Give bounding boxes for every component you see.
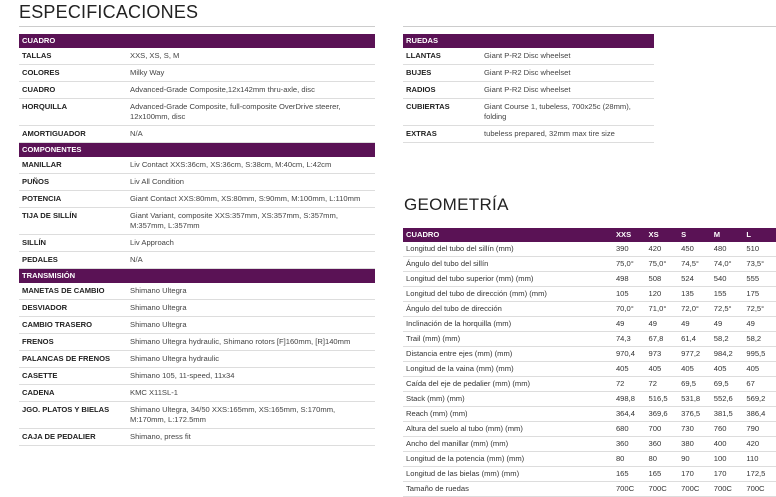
spec-row (403, 48, 654, 65)
geometry-row (403, 377, 776, 392)
spec-value: Advanced-Grade Composite, full-composite OverDrive steerer, 12x100mm, disc (127, 99, 375, 126)
spec-value: Shimano 105, 11-speed, 11x34 (127, 368, 375, 385)
geometry-value: 555 (743, 272, 776, 287)
geometry-value: 730 (678, 422, 711, 437)
geometry-header-row (403, 228, 776, 242)
geometry-value: 700C (711, 482, 744, 497)
geometry-value: 977,2 (678, 347, 711, 362)
geometry-value: 75,0° (646, 257, 679, 272)
spec-value: Giant Variant, composite XXS:357mm, XS:357mm, S:357mm, M:357mm, L:357mm (127, 208, 375, 235)
geometry-label: Inclinación de la horquilla (mm) (403, 317, 613, 332)
geometry-row (403, 317, 776, 332)
spec-label: AMORTIGUADOR (19, 126, 127, 143)
wheels-table (403, 34, 654, 143)
spec-value: Liv Approach (127, 235, 375, 252)
geometry-value: 49 (613, 317, 646, 332)
page-title: ESPECIFICACIONES (19, 2, 199, 22)
geometry-row (403, 347, 776, 362)
geometry-label: Stack (mm) (mm) (403, 392, 613, 407)
geometry-value: 170 (678, 467, 711, 482)
section-heading: RUEDAS (403, 34, 654, 48)
spec-row (19, 174, 375, 191)
geometry-label: Longitud del tubo superior (mm) (mm) (403, 272, 613, 287)
spec-row (19, 82, 375, 99)
section-heading: CUADRO (19, 34, 375, 48)
geometry-row (403, 362, 776, 377)
geometry-value: 700C (743, 482, 776, 497)
geometry-value: 680 (613, 422, 646, 437)
spec-label: CADENA (19, 385, 127, 402)
geometry-row (403, 242, 776, 257)
spec-row (19, 300, 375, 317)
geometry-value: 70,0° (613, 302, 646, 317)
spec-value: Shimano, press fit (127, 429, 375, 446)
geometry-value: 72,5° (711, 302, 744, 317)
spec-value: N/A (127, 126, 375, 143)
geometry-value: 71,0° (646, 302, 679, 317)
geometry-value: 360 (646, 437, 679, 452)
geometry-value: 531,8 (678, 392, 711, 407)
spec-row (19, 99, 375, 126)
geometry-value: 80 (613, 452, 646, 467)
spec-row (19, 283, 375, 300)
geometry-row (403, 302, 776, 317)
geometry-table (403, 228, 776, 497)
geometry-value: 67,8 (646, 332, 679, 347)
spec-value: Shimano Ultegra (127, 300, 375, 317)
geometry-label: Altura del suelo al tubo (mm) (mm) (403, 422, 613, 437)
spec-value: Giant P-R2 Disc wheelset (481, 48, 654, 65)
section-heading: CUADRO (403, 228, 613, 242)
top-divider (403, 26, 776, 27)
geometry-row (403, 407, 776, 422)
spec-label: BUJES (403, 65, 481, 82)
geometry-label: Longitud de la potencia (mm) (mm) (403, 452, 613, 467)
geometry-value: 120 (646, 287, 679, 302)
spec-label: TIJA DE SILLÍN (19, 208, 127, 235)
geometry-value: 67 (743, 377, 776, 392)
spec-label: CUADRO (19, 82, 127, 99)
geometry-value: 155 (711, 287, 744, 302)
spec-row (19, 351, 375, 368)
spec-label: CUBIERTAS (403, 99, 481, 126)
geometry-value: 450 (678, 242, 711, 257)
spec-label: MANILLAR (19, 157, 127, 174)
spec-row (403, 99, 654, 126)
spec-label: SILLÍN (19, 235, 127, 252)
geometry-value: 69,5 (711, 377, 744, 392)
spec-value: tubeless prepared, 32mm max tire size (481, 126, 654, 143)
geometry-value: 405 (613, 362, 646, 377)
spec-label: CASETTE (19, 368, 127, 385)
spec-label: RADIOS (403, 82, 481, 99)
geometry-label: Longitud del tubo de dirección (mm) (mm) (403, 287, 613, 302)
section-heading: COMPONENTES (19, 143, 375, 158)
geometry-value: 540 (711, 272, 744, 287)
geometry-value: 405 (743, 362, 776, 377)
spec-value: Giant P-R2 Disc wheelset (481, 65, 654, 82)
geometry-label: Ángulo del tubo de dirección (403, 302, 613, 317)
geometry-value: 80 (646, 452, 679, 467)
geometry-label: Tamaño de ruedas (403, 482, 613, 497)
geometry-label: Distancia entre ejes (mm) (mm) (403, 347, 613, 362)
geometry-value: 165 (646, 467, 679, 482)
geometry-value: 420 (743, 437, 776, 452)
geometry-label: Trail (mm) (mm) (403, 332, 613, 347)
geometry-value: 170 (711, 467, 744, 482)
geometry-value: 381,5 (711, 407, 744, 422)
spec-row (19, 65, 375, 82)
geometry-value: 995,5 (743, 347, 776, 362)
spec-row (19, 402, 375, 429)
size-header: XXS (613, 228, 646, 242)
geometry-value: 90 (678, 452, 711, 467)
geometry-value: 364,4 (613, 407, 646, 422)
geometry-value: 58,2 (743, 332, 776, 347)
geometry-value: 72 (646, 377, 679, 392)
geometry-value: 172,5 (743, 467, 776, 482)
geometry-row (403, 437, 776, 452)
geometry-value: 498,8 (613, 392, 646, 407)
geometry-row (403, 467, 776, 482)
geometry-row (403, 452, 776, 467)
geometry-value: 760 (711, 422, 744, 437)
spec-label: POTENCIA (19, 191, 127, 208)
spec-label: FRENOS (19, 334, 127, 351)
spec-value: XXS, XS, S, M (127, 48, 375, 65)
spec-label: COLORES (19, 65, 127, 82)
spec-value: Giant Contact XXS:80mm, XS:80mm, S:90mm, M:100mm, L:110mm (127, 191, 375, 208)
spec-value: KMC X11SL-1 (127, 385, 375, 402)
geometry-value: 480 (711, 242, 744, 257)
geometry-value: 700C (613, 482, 646, 497)
spec-row (19, 208, 375, 235)
spec-label: HORQUILLA (19, 99, 127, 126)
section-heading: TRANSMISIÓN (19, 269, 375, 284)
section-header (403, 34, 654, 48)
geometry-label: Longitud de las bielas (mm) (mm) (403, 467, 613, 482)
geometry-value: 420 (646, 242, 679, 257)
geometry-value: 498 (613, 272, 646, 287)
geometry-value: 49 (646, 317, 679, 332)
geometry-value: 400 (711, 437, 744, 452)
geometry-value: 74,0° (711, 257, 744, 272)
section-header (19, 34, 375, 48)
spec-label: JGO. PLATOS Y BIELAS (19, 402, 127, 429)
geometry-value: 510 (743, 242, 776, 257)
geometry-label: Ancho del manillar (mm) (mm) (403, 437, 613, 452)
spec-row (19, 48, 375, 65)
geometry-value: 61,4 (678, 332, 711, 347)
spec-row (19, 157, 375, 174)
geometry-value: 405 (678, 362, 711, 377)
spec-row (19, 317, 375, 334)
geometry-row (403, 332, 776, 347)
geometry-value: 73,5° (743, 257, 776, 272)
geometry-value: 516,5 (646, 392, 679, 407)
geometry-value: 405 (711, 362, 744, 377)
spec-row (19, 368, 375, 385)
spec-label: PEDALES (19, 252, 127, 269)
geometry-value: 75,0° (613, 257, 646, 272)
geometry-value: 100 (711, 452, 744, 467)
geometry-value: 700C (646, 482, 679, 497)
geometry-value: 175 (743, 287, 776, 302)
spec-value: Liv All Condition (127, 174, 375, 191)
spec-row (19, 235, 375, 252)
spec-value: Shimano Ultegra (127, 283, 375, 300)
geometry-value: 405 (646, 362, 679, 377)
spec-row (403, 65, 654, 82)
spec-label: PALANCAS DE FRENOS (19, 351, 127, 368)
geometry-row (403, 257, 776, 272)
spec-row (19, 252, 375, 269)
geometry-value: 984,2 (711, 347, 744, 362)
geometry-value: 72,5° (743, 302, 776, 317)
geometry-value: 386,4 (743, 407, 776, 422)
spec-row (19, 334, 375, 351)
spec-label: EXTRAS (403, 126, 481, 143)
geometry-value: 105 (613, 287, 646, 302)
spec-label: MANETAS DE CAMBIO (19, 283, 127, 300)
spec-row (19, 385, 375, 402)
spec-value: N/A (127, 252, 375, 269)
spec-value: Milky Way (127, 65, 375, 82)
size-header: S (678, 228, 711, 242)
geometry-label: Longitud de la vaina (mm) (mm) (403, 362, 613, 377)
geometry-label: Caída del eje de pedalier (mm) (mm) (403, 377, 613, 392)
spec-value: Giant Course 1, tubeless, 700x25c (28mm), folding (481, 99, 654, 126)
geometry-value: 973 (646, 347, 679, 362)
spec-row (19, 429, 375, 446)
spec-value: Giant P-R2 Disc wheelset (481, 82, 654, 99)
size-header: M (711, 228, 744, 242)
geometry-value: 74,3 (613, 332, 646, 347)
spec-row (403, 126, 654, 143)
spec-value: Shimano Ultegra hydraulic, Shimano rotors [F]160mm, [R]140mm (127, 334, 375, 351)
spec-value: Shimano Ultegra hydraulic (127, 351, 375, 368)
title-divider (19, 26, 375, 27)
spec-label: PUÑOS (19, 174, 127, 191)
section-header (19, 269, 375, 284)
geometry-value: 110 (743, 452, 776, 467)
size-header: L (743, 228, 776, 242)
spec-label: DESVIADOR (19, 300, 127, 317)
specifications-table (19, 34, 375, 446)
geometry-title: GEOMETRÍA (404, 195, 509, 214)
spec-label: CAMBIO TRASERO (19, 317, 127, 334)
geometry-value: 790 (743, 422, 776, 437)
geometry-value: 165 (613, 467, 646, 482)
geometry-row (403, 287, 776, 302)
geometry-value: 360 (613, 437, 646, 452)
spec-label: TALLAS (19, 48, 127, 65)
geometry-value: 524 (678, 272, 711, 287)
geometry-value: 135 (678, 287, 711, 302)
geometry-value: 72,0° (678, 302, 711, 317)
geometry-value: 508 (646, 272, 679, 287)
geometry-value: 552,6 (711, 392, 744, 407)
geometry-row (403, 482, 776, 497)
geometry-value: 69,5 (678, 377, 711, 392)
spec-value: Advanced-Grade Composite,12x142mm thru-axle, disc (127, 82, 375, 99)
spec-row (19, 191, 375, 208)
geometry-value: 74,5° (678, 257, 711, 272)
section-header (19, 143, 375, 158)
geometry-value: 49 (743, 317, 776, 332)
geometry-value: 49 (711, 317, 744, 332)
geometry-label: Ángulo del tubo del sillín (403, 257, 613, 272)
spec-value: Liv Contact XXS:36cm, XS:36cm, S:38cm, M:40cm, L:42cm (127, 157, 375, 174)
geometry-value: 376,5 (678, 407, 711, 422)
geometry-label: Reach (mm) (mm) (403, 407, 613, 422)
geometry-value: 380 (678, 437, 711, 452)
geometry-row (403, 422, 776, 437)
geometry-value: 700 (646, 422, 679, 437)
geometry-value: 390 (613, 242, 646, 257)
spec-row (19, 126, 375, 143)
geometry-value: 970,4 (613, 347, 646, 362)
geometry-label: Longitud del tubo del sillín (mm) (403, 242, 613, 257)
spec-label: CAJA DE PEDALIER (19, 429, 127, 446)
geometry-value: 58,2 (711, 332, 744, 347)
geometry-row (403, 392, 776, 407)
spec-row (403, 82, 654, 99)
geometry-value: 49 (678, 317, 711, 332)
spec-value: Shimano Ultegra (127, 317, 375, 334)
size-header: XS (646, 228, 679, 242)
geometry-value: 369,6 (646, 407, 679, 422)
spec-value: Shimano Ultegra, 34/50 XXS:165mm, XS:165mm, S:170mm, M:170mm, L:172.5mm (127, 402, 375, 429)
geometry-value: 700C (678, 482, 711, 497)
geometry-value: 72 (613, 377, 646, 392)
spec-label: LLANTAS (403, 48, 481, 65)
geometry-value: 569,2 (743, 392, 776, 407)
geometry-row (403, 272, 776, 287)
